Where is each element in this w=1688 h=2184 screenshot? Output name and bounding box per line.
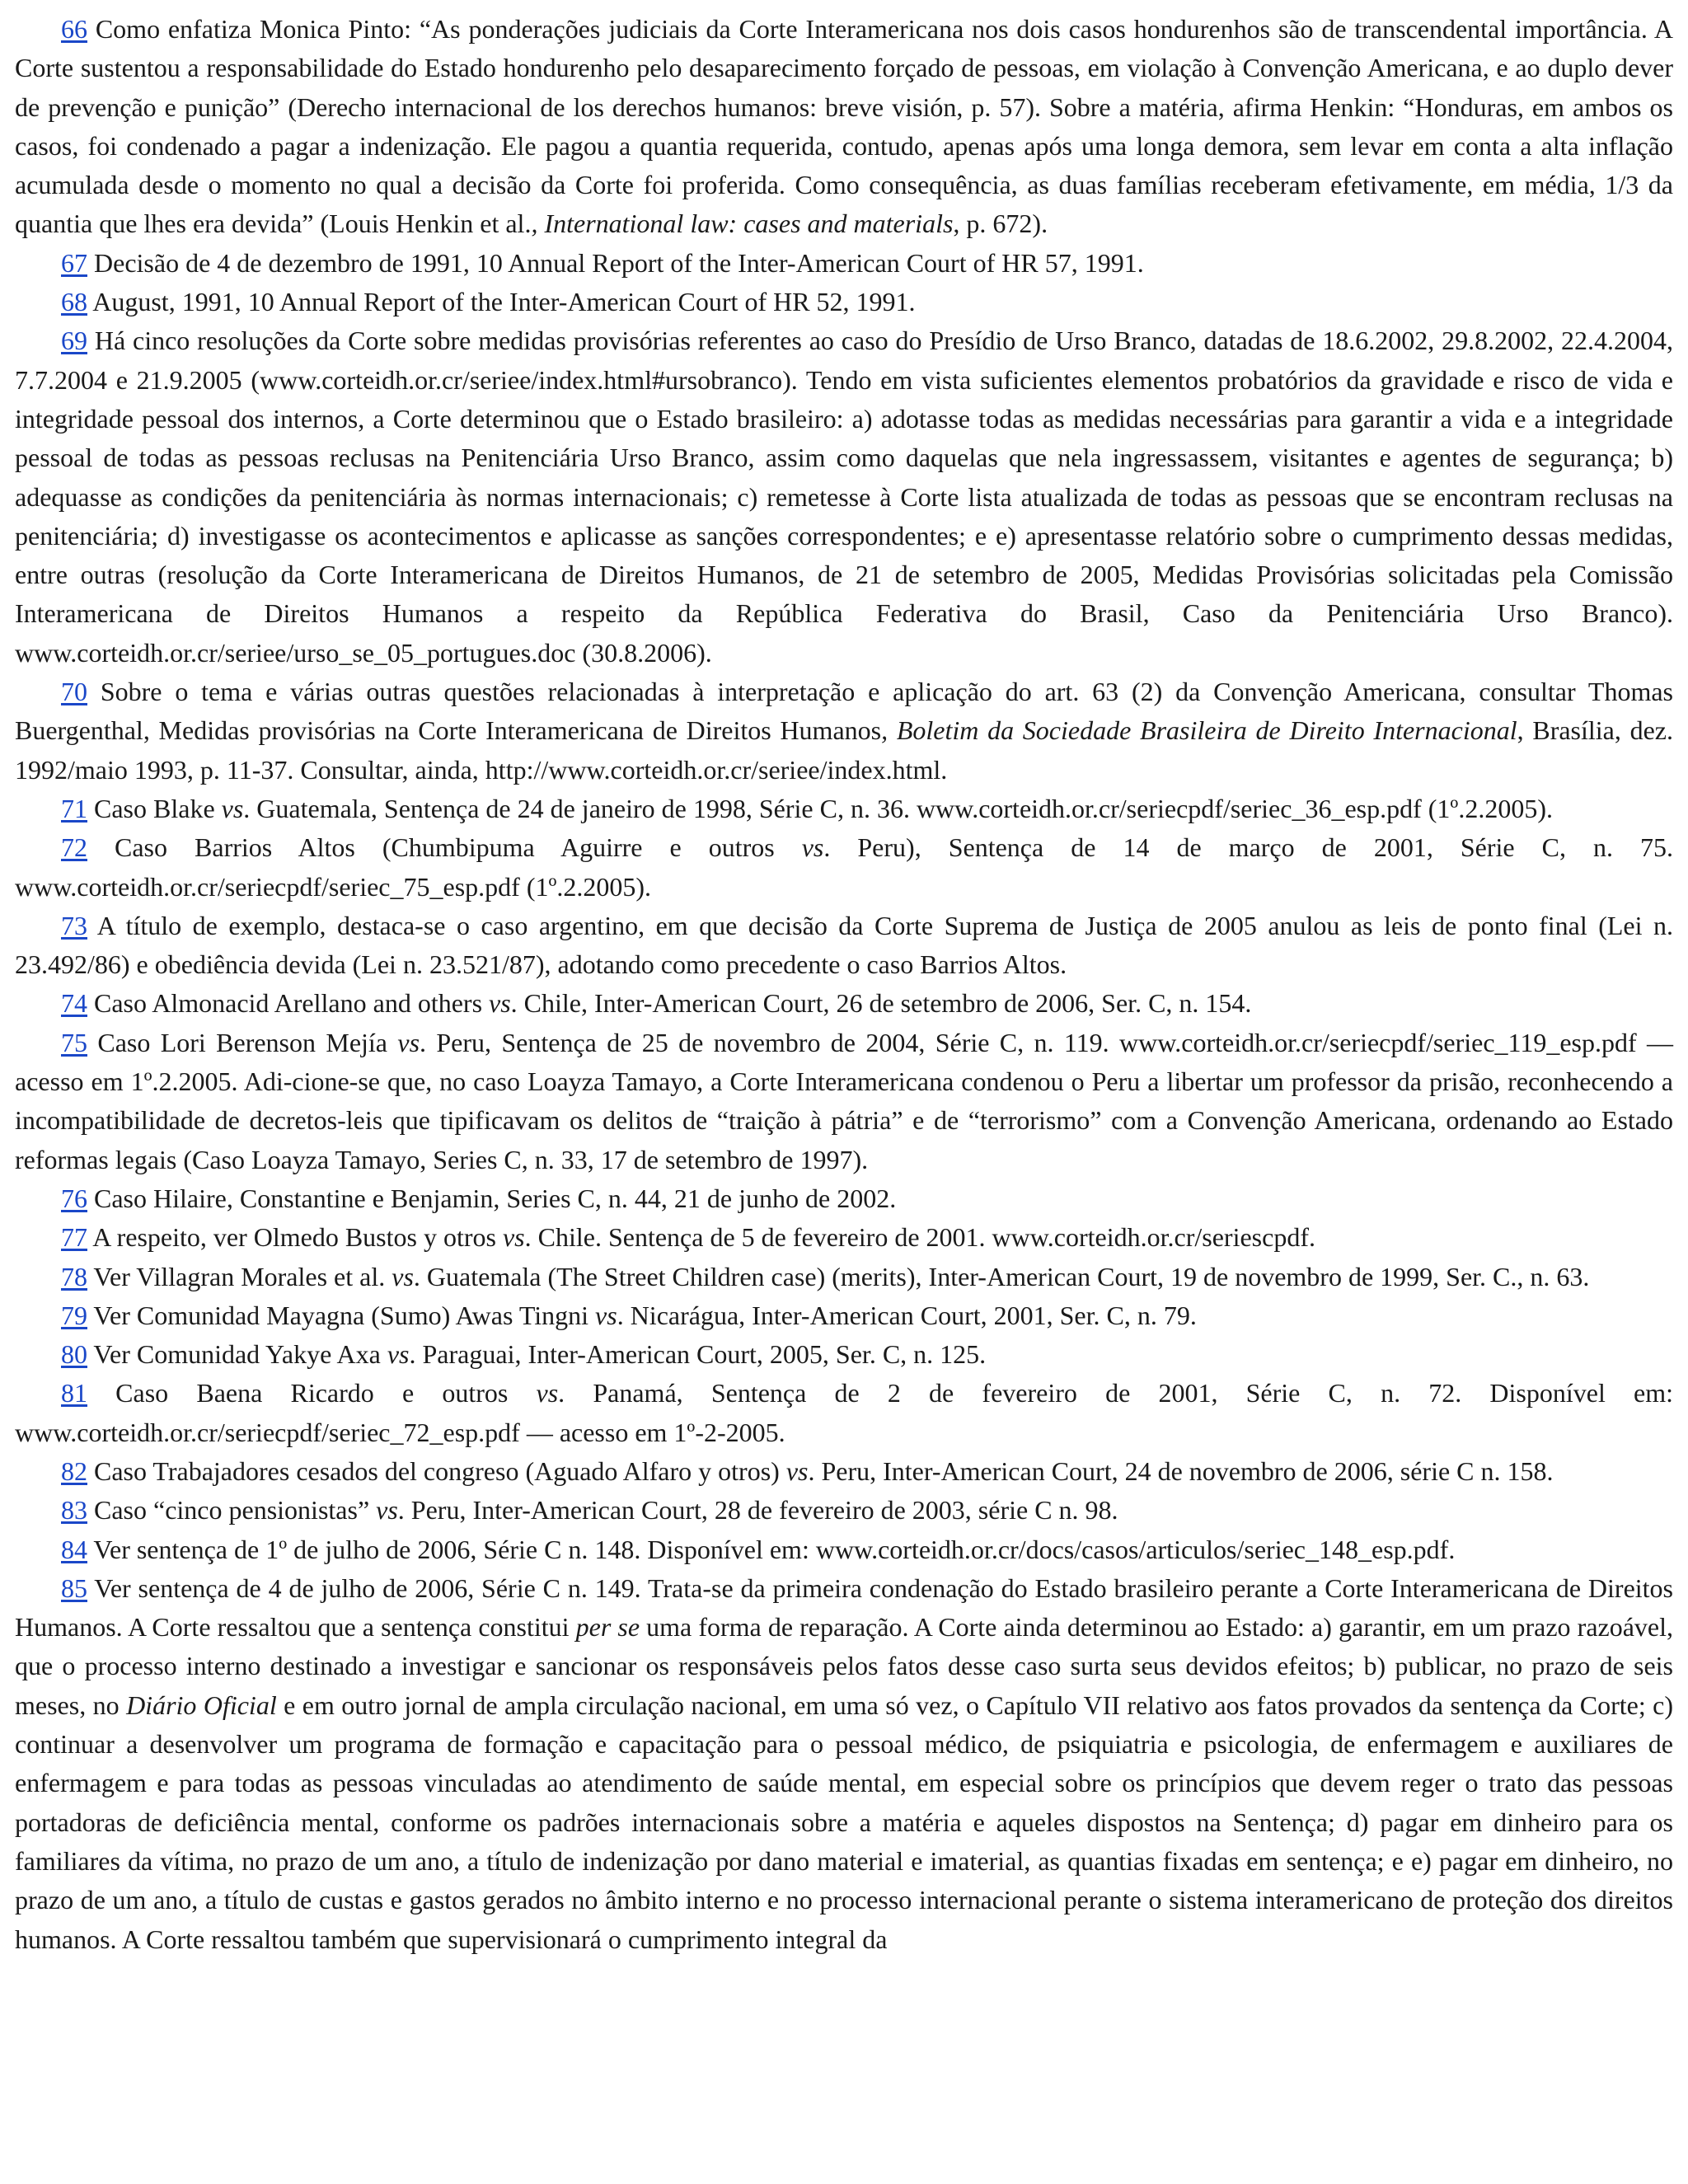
footnote-backlink[interactable]: 70	[61, 677, 87, 707]
footnote-80	[15, 1335, 1673, 1374]
footnote-text: . Chile, Inter-American Court, 26 de setembro de 2006, Ser. C, n. 154.	[510, 988, 1252, 1019]
footnote-italic-text: vs	[595, 1300, 617, 1330]
footnote-text: uma forma de reparação. A Corte ainda determinou ao Estado: a) garantir, em um prazo razoável, que o processo interno destinado a investigar e sancionar os responsáveis pelos fatos desse caso surta seus devidos efeitos; b) publicar, no prazo de seis meses, no	[15, 1612, 1674, 1720]
footnote-text: A respeito, ver Olmedo Bustos y otros	[87, 1222, 503, 1253]
footnote-italic-text: per se	[575, 1612, 640, 1643]
footnote-text: Ver Comunidad Mayagna (Sumo) Awas Tingni	[87, 1300, 596, 1330]
footnote-text: Ver sentença de 4 de julho de 2006, Série C n. 149. Trata-se da primeira condenação do Estado brasileiro perante a Corte Interamericana de Direitos Humanos. A Corte ressaltou que a sentença constitui	[15, 1572, 1673, 1643]
footnote-italic-text: vs	[502, 1222, 525, 1253]
footnote-69	[15, 321, 1673, 673]
footnote-78	[15, 1258, 1673, 1296]
footnote-text: . Peru, Inter-American Court, 24 de novembro de 2006, série C n. 158.	[808, 1455, 1554, 1486]
footnote-71	[15, 790, 1673, 828]
footnote-text: Caso Trabajadores cesados del congreso (Aguado Alfaro y otros)	[87, 1455, 786, 1486]
footnote-italic-text: vs	[392, 1261, 414, 1291]
footnote-backlink[interactable]: 66	[61, 14, 87, 44]
footnote-italic-text: vs	[376, 1495, 398, 1526]
footnote-text: Sobre o tema e várias outras questões relacionadas à interpretação e aplicação do art. 63 (2) da Convenção Americana, consultar Thomas Buergenthal, Medidas provisórias na Corte Interamericana de Direitos Humanos	[15, 677, 1673, 746]
footnote-backlink[interactable]: 82	[61, 1455, 87, 1486]
footnote-italic-text: vs	[801, 832, 824, 863]
footnote-text: Decisão de 4 de dezembro de 1991, 10 Annual Report of the Inter-American Court of HR 57, 1991.	[87, 247, 1144, 278]
footnote-italic-text: , International law: cases and materials	[531, 209, 954, 239]
footnote-backlink[interactable]: 78	[61, 1261, 87, 1291]
footnote-backlink[interactable]: 79	[61, 1300, 87, 1330]
footnote-67	[15, 244, 1673, 283]
footnote-text: , p. 672).	[953, 209, 1048, 239]
footnote-backlink[interactable]: 85	[61, 1572, 87, 1603]
footnote-backlink[interactable]: 68	[61, 287, 87, 317]
footnote-text: Caso Barrios Altos (Chumbipuma Aguirre e outros	[87, 832, 802, 863]
footnote-83	[15, 1491, 1673, 1530]
footnote-text: . Paraguai, Inter-American Court, 2005, Ser. C, n. 125.	[409, 1339, 987, 1370]
footnote-text: Caso Almonacid Arellano and others	[87, 988, 490, 1019]
footnote-backlink[interactable]: 74	[61, 988, 87, 1019]
footnote-italic-text: , Boletim da Sociedade Brasileira de Direito Internacional	[881, 715, 1517, 746]
footnote-backlink[interactable]: 69	[61, 326, 87, 356]
footnote-text: . Panamá, Sentença de 2 de fevereiro de 2001, Série C, n. 72. Disponível em: www.corteidh.or.cr/seriecpdf/seriec_72_esp.pdf — acesso em 1º-2-2005.	[15, 1378, 1674, 1447]
footnote-backlink[interactable]: 67	[61, 247, 87, 278]
footnote-backlink[interactable]: 84	[61, 1534, 87, 1564]
footnote-68	[15, 283, 1673, 321]
footnote-79	[15, 1296, 1673, 1335]
footnote-84	[15, 1530, 1673, 1569]
footnote-text: Ver Villagran Morales et al.	[87, 1261, 392, 1291]
footnote-text: Caso Lori Berenson Mejía	[87, 1027, 398, 1057]
footnote-text: Caso Baena Ricardo e outros	[87, 1378, 537, 1408]
footnote-italic-text: vs	[536, 1378, 559, 1408]
footnote-74	[15, 984, 1673, 1023]
footnote-backlink[interactable]: 71	[61, 793, 87, 823]
footnote-text: Há cinco resoluções da Corte sobre medidas provisórias referentes ao caso do Presídio de Urso Branco, datadas de 18.6.2002, 29.8.2002, 22.4.2004, 7.7.2004 e 21.9.2005 (www.corteidh.or.cr/seriee/index.html#ursobranco). Tendo em vista suficientes elementos probatórios da gravidade e risco de vida e integridade pessoal dos internos, a Corte determinou que o Estado brasileiro: a) adotasse todas as medidas necessárias para garantir a vida e a integridade pessoal de todas as pessoas reclusas na Penitenciária Urso Branco, assim como daquelas que nela ingressassem, visitantes e agentes de segurança; b) adequasse as condições da penitenciária às normas internacionais; c) remetesse à Corte lista atualizada de todas as pessoas que se encontram reclusas na penitenciária; d) investigasse os acontecimentos e aplicasse as sanções correspondentes; e e) apresentasse relatório sobre o cumprimento dessas medidas, entre outras (resolução da Corte Interamericana de Direitos Humanos, de 21 de setembro de 2005, Medidas Provisórias solicitadas pela Comissão Interamericana de Direitos Humanos a respeito da República Federativa do Brasil, Caso da Penitenciária Urso Branco). www.corteidh.or.cr/seriee/urso_se_05_portugues.doc (30.8.2006).	[15, 326, 1673, 668]
footnote-text: . Peru, Inter-American Court, 28 de fevereiro de 2003, série C n. 98.	[397, 1495, 1118, 1526]
footnote-text: . Peru), Sentença de 14 de março de 2001, Série C, n. 75. www.corteidh.or.cr/seriecpdf/seriec_75_esp.pdf (1º.2.2005).	[15, 832, 1674, 902]
footnote-81	[15, 1374, 1673, 1452]
footnote-text: Caso Hilaire, Constantine e Benjamin, Series C, n. 44, 21 de junho de 2002.	[87, 1183, 897, 1213]
footnote-text: . Guatemala (The Street Children case) (merits), Inter-American Court, 19 de novembro de 1999, Ser. C., n. 63.	[413, 1261, 1590, 1291]
footnote-text: . Nicarágua, Inter-American Court, 2001, Ser. C, n. 79.	[617, 1300, 1197, 1330]
footnote-66	[15, 10, 1673, 244]
footnote-77	[15, 1218, 1673, 1257]
footnote-text: Caso Blake	[87, 793, 222, 823]
footnote-italic-text: vs	[785, 1455, 809, 1486]
footnote-text: . Chile. Sentença de 5 de fevereiro de 2001. www.corteidh.or.cr/seriescpdf.	[524, 1222, 1315, 1253]
footnote-text: . Peru, Sentença de 25 de novembro de 2004, Série C, n. 119. www.corteidh.or.cr/seriecpdf/seriec_119_esp.pdf — acesso em 1º.2.2005. Adi-cione-se que, no caso Loayza Tamayo, a Corte Interamericana condenou o Peru a libertar um professor da prisão, reconhecendo a incompatibilidade de decretos-leis que tipificavam os delitos de “traição à pátria” e de “terrorismo” com a Convenção Americana, ordenando ao Estado reformas legais (Caso Loayza Tamayo, Series C, n. 33, 17 de setembro de 1997).	[15, 1027, 1674, 1174]
footnote-76	[15, 1179, 1673, 1218]
footnote-backlink[interactable]: 80	[61, 1339, 87, 1370]
footnote-text: e em outro jornal de ampla circulação nacional, em uma só vez, o Capítulo VII relativo aos fatos provados da sentença da Corte; c) continuar a desenvolver um programa de formação e capacitação para o pessoal médico, de psiquiatria e psicologia, de enfermagem e auxiliares de enfermagem e para todas as pessoas vinculadas ao atendimento de saúde mental, em especial sobre os princípios que devem reger o trato das pessoas portadoras de deficiência mental, conforme os padrões internacionais sobre a matéria e aqueles dispostos na Sentença; d) pagar em dinheiro para os familiares da vítima, no prazo de um ano, a título de indenização por dano material e imaterial, as quantias fixadas em sentença; e e) pagar em dinheiro, no prazo de um ano, a título de custas e gastos gerados no âmbito interno e no processo internacional perante o sistema interamericano de proteção dos direitos humanos. A Corte ressaltou também que supervisionará o cumprimento integral da	[15, 1690, 1674, 1954]
footnote-82	[15, 1452, 1673, 1491]
footnote-85	[15, 1569, 1673, 1959]
footnote-75	[15, 1024, 1673, 1179]
footnote-backlink[interactable]: 77	[61, 1222, 87, 1253]
footnote-italic-text: vs	[489, 988, 511, 1019]
footnote-73	[15, 907, 1673, 985]
footnote-italic-text: vs	[221, 793, 244, 823]
footnote-72	[15, 828, 1673, 907]
footnote-text: A título de exemplo, destaca-se o caso argentino, em que decisão da Corte Suprema de Justiça de 2005 anulou as leis de ponto final (Lei n. 23.492/86) e obediência devida (Lei n. 23.521/87), adotando como precedente o caso Barrios Altos.	[15, 910, 1673, 980]
footnote-text: Ver sentença de 1º de julho de 2006, Série C n. 148. Disponível em: www.corteidh.or.cr/docs/casos/articulos/seriec_148_esp.pdf.	[87, 1534, 1456, 1564]
footnote-backlink[interactable]: 76	[61, 1183, 87, 1213]
footnote-text: . Guatemala, Sentença de 24 de janeiro de 1998, Série C, n. 36. www.corteidh.or.cr/seriecpdf/seriec_36_esp.pdf (1º.2.2005).	[243, 793, 1553, 823]
footnote-italic-text: Diário Oficial	[126, 1690, 277, 1720]
footnote-text: August, 1991, 10 Annual Report of the Inter-American Court of HR 52, 1991.	[87, 287, 916, 317]
footnote-backlink[interactable]: 81	[61, 1378, 87, 1408]
footnote-text: Ver Comunidad Yakye Axa	[87, 1339, 387, 1370]
footnote-italic-text: vs	[387, 1339, 410, 1370]
footnote-70	[15, 673, 1673, 790]
footnotes-page	[15, 10, 1673, 1959]
footnote-backlink[interactable]: 83	[61, 1495, 87, 1526]
footnote-italic-text: vs	[397, 1027, 420, 1057]
footnote-backlink[interactable]: 73	[61, 910, 87, 940]
footnote-text: Caso “cinco pensionistas”	[87, 1495, 377, 1526]
footnote-backlink[interactable]: 75	[61, 1027, 87, 1057]
footnote-text: Como enfatiza Monica Pinto: “As ponderações judiciais da Corte Interamericana nos dois casos hondurenhos são de transcendental importância. A Corte sustentou a responsabilidade do Estado hondurenho pelo desaparecimento forçado de pessoas, em violação à Convenção Americana, e ao duplo dever de prevenção e punição” (Derecho internacional de los derechos humanos: breve visión, p. 57). Sobre a matéria, afirma Henkin: “Honduras, em ambos os casos, foi condenado a pagar a indenização. Ele pagou a quantia requerida, contudo, apenas após uma longa demora, sem levar em conta a alta inflação acumulada desde o momento no qual a decisão da Corte foi proferida. Como consequência, as duas famílias receberam efetivamente, em média, 1/3 da quantia que lhes era devida” (Louis Henkin et al.	[15, 14, 1673, 239]
footnote-text: , Brasília, dez. 1992/maio 1993, p. 11-37. Consultar, ainda, http://www.corteidh.or.cr/seriee/index.html.	[15, 715, 1674, 785]
footnote-backlink[interactable]: 72	[61, 832, 87, 863]
